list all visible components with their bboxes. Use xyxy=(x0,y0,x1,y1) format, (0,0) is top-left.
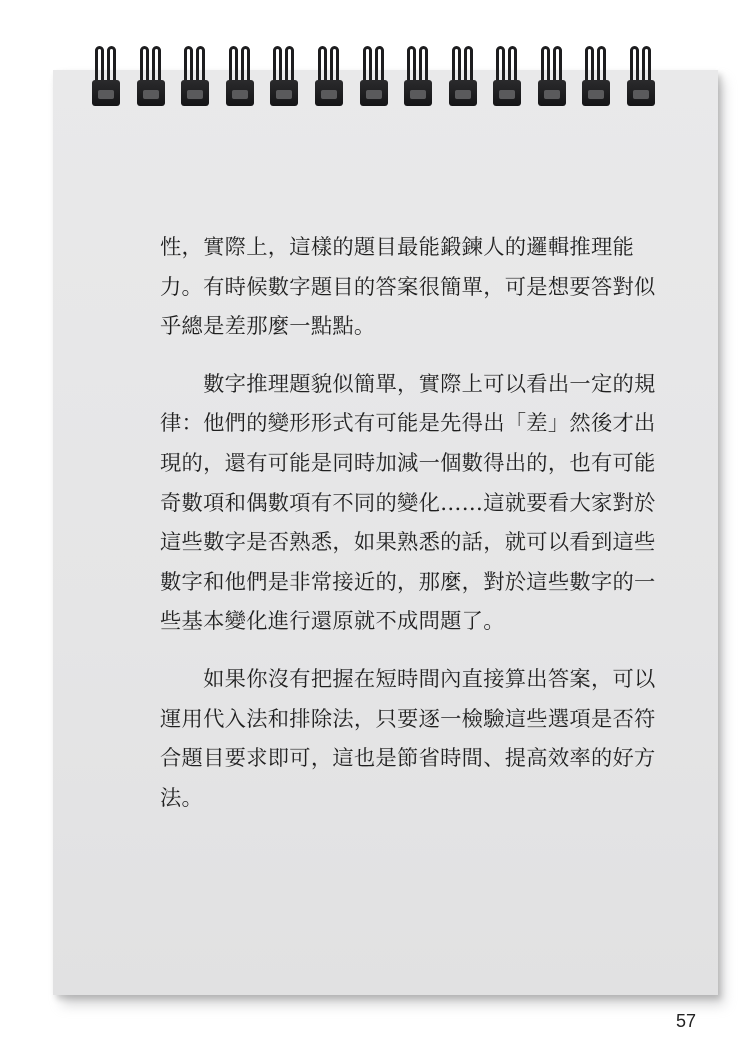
spiral-ring xyxy=(181,46,209,108)
paragraph-1: 性，實際上，這樣的題目最能鍛鍊人的邏輯推理能力。有時候數字題目的答案很簡單，可是想要答對似乎總是差那麼一點點。 xyxy=(160,235,656,340)
paragraph-3: 如果你沒有把握在短時間內直接算出答案，可以運用代入法和排除法，只要逐一檢驗這些選項是否符合題目要求即可，這也是節省時間、提高效率的好方法。 xyxy=(160,666,656,811)
spiral-ring xyxy=(449,46,477,108)
spiral-ring xyxy=(493,46,521,108)
page-number: 57 xyxy=(676,1011,697,1031)
spiral-ring xyxy=(627,46,655,108)
spiral-ring xyxy=(92,46,120,108)
spiral-ring xyxy=(404,46,432,108)
paragraph-2: 數字推理題貌似簡單，實際上可以看出一定的規律：他們的變形形式有可能是先得出「差」然後才出現的，還有可能是同時加減一個數得出的，也有可能奇數項和偶數項有不同的變化……這就要看大家對於這些數字是否熟悉，如果熟悉的話，就可以看到這些數字和他們是非常接近的，那麼，對於這些數字的一些基本變化進行還原就不成問題了。 xyxy=(160,371,656,635)
body-text xyxy=(160,228,665,818)
spiral-ring xyxy=(538,46,566,108)
spiral-ring xyxy=(137,46,165,108)
spiral-ring xyxy=(270,46,298,108)
spiral-ring xyxy=(360,46,388,108)
spiral-ring xyxy=(582,46,610,108)
spiral-ring xyxy=(315,46,343,108)
spiral-ring xyxy=(226,46,254,108)
